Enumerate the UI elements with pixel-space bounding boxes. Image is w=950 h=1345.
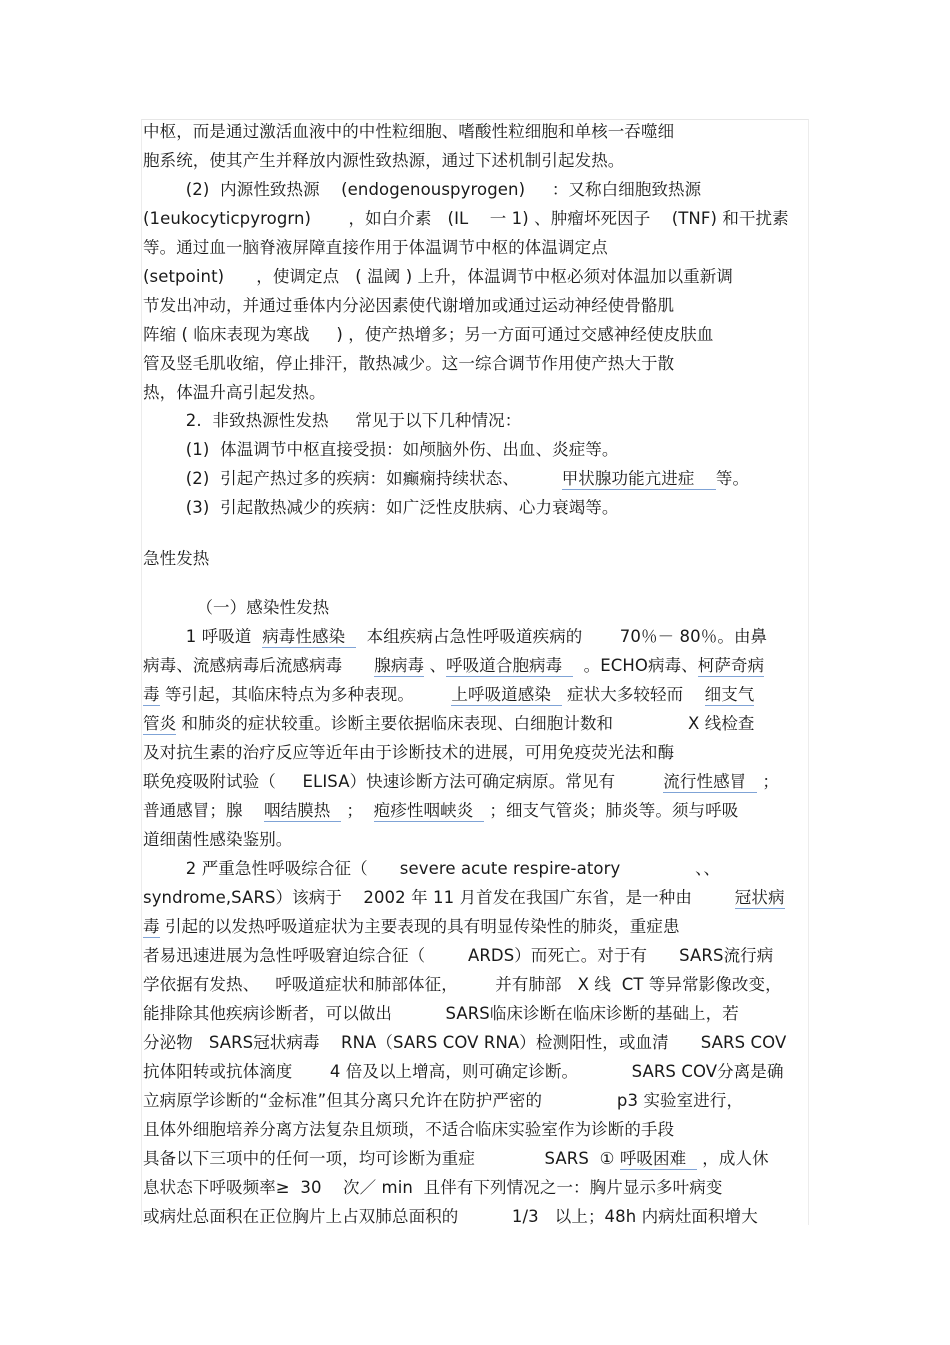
text-line: [143, 238, 608, 258]
text-line: [143, 498, 619, 518]
text-line: [143, 656, 764, 676]
text-span: 、: [424, 656, 447, 675]
text-line: [143, 1004, 739, 1024]
text-span: ；: [756, 772, 779, 791]
text-line: [143, 296, 674, 316]
text-span: (1eukocyticpyrogrn) ，如白介素 (IL 一 1) 、肿瘤坏死因子 (TNF) 和干扰素: [143, 209, 789, 228]
text-line: [143, 888, 785, 908]
text-span: 分泌物 SARS冠状病毒 RNA（SARS COV RNA）检测阳性，或血清 SARS COV: [143, 1033, 787, 1052]
text-line: [143, 209, 789, 229]
text-span: 引起的以发热呼吸道症状为主要表现的具有明显传染性的肺炎，重症患: [159, 917, 680, 936]
text-line: [143, 440, 619, 460]
text-span: 能排除其他疾病诊断者，可以做出 SARS临床诊断在临床诊断的基础上，若: [143, 1004, 739, 1023]
text-span: (1) 体温调节中枢直接受损：如颅脑外伤、出血、炎症等。: [143, 440, 619, 459]
text-line: [143, 1120, 674, 1140]
text-span: 普通感冒；腺: [143, 801, 264, 820]
text-span: 等引起，其临床特点为多种表现。: [159, 685, 452, 704]
text-span: 学依据有发热、 呼吸道症状和肺部体征， 并有肺部 X 线 CT 等异常影像改变，: [143, 975, 782, 994]
linked-term[interactable]: 柯萨奇病: [697, 656, 765, 675]
text-line: [143, 354, 674, 374]
text-span: 和肺炎的症状较重。诊断主要依据临床表现、白细胞计数和 X 线检查: [176, 714, 755, 733]
text-line: [143, 411, 521, 431]
text-line: [143, 772, 779, 792]
text-line: [143, 1149, 769, 1169]
text-line: [143, 975, 782, 995]
text-line: [143, 267, 733, 287]
linked-term[interactable]: 毒: [143, 917, 160, 936]
linked-term[interactable]: 流行性感冒: [663, 772, 757, 791]
text-span: 胞系统，使其产生并释放内源性致热源，通过下述机制引起发热。: [143, 151, 625, 170]
text-span: （一）感染性发热: [143, 598, 330, 617]
text-span: 及对抗生素的治疗反应等近年由于诊断技术的进展，可用免疫荧光法和酶: [143, 743, 675, 762]
text-span: 道细菌性感染鉴别。: [143, 830, 293, 849]
text-span: (2) 内源性致热源 (endogenouspyrogen) ：又称白细胞致热源: [143, 180, 702, 199]
text-span: 急性发热: [143, 549, 210, 568]
linked-term[interactable]: 冠状病: [734, 888, 785, 907]
linked-term[interactable]: 细支气: [704, 685, 755, 704]
text-line: [143, 1178, 722, 1198]
text-line: [143, 801, 738, 821]
text-line: [143, 1091, 743, 1111]
linked-term[interactable]: 上呼吸道感染: [451, 685, 562, 704]
text-line: [143, 180, 701, 200]
text-line: [143, 1033, 786, 1053]
text-line: [143, 917, 680, 937]
text-span: 具备以下三项中的任何一项，均可诊断为重症 SARS ①: [143, 1149, 620, 1168]
text-span: (setpoint) ，使调定点 ( 温阈 ) 上升，体温调节中枢必须对体温加以重新调: [143, 267, 733, 286]
linked-term[interactable]: 呼吸道合胞病毒: [446, 656, 573, 675]
text-line: [143, 859, 720, 879]
text-line: [143, 325, 713, 345]
text-line: [143, 685, 754, 705]
text-span: 症状大多较轻而: [561, 685, 705, 704]
linked-term[interactable]: 咽结膜热: [263, 801, 342, 820]
text-span: 立病原学诊断的“金标准”但其分离只允许在防护严密的 p3 实验室进行，: [143, 1091, 744, 1110]
text-line: [143, 469, 749, 489]
text-span: 中枢，而是通过激活血液中的中性粒细胞、嗜酸性粒细胞和单核一吞噬细: [143, 122, 675, 141]
text-span: 等。: [715, 469, 750, 488]
text-line: [143, 383, 326, 403]
text-line: [143, 1062, 784, 1082]
linked-term[interactable]: 甲状腺功能亢进症: [561, 469, 716, 488]
text-span: 等。通过血一脑脊液屏障直接作用于体温调节中枢的体温调定点: [143, 238, 608, 257]
linked-term[interactable]: 腺病毒: [374, 656, 425, 675]
linked-term[interactable]: 疱疹性咽峡炎: [373, 801, 485, 820]
text-line: [143, 714, 755, 734]
text-span: 。ECHO病毒、: [572, 656, 698, 675]
text-span: ，成人休: [696, 1149, 769, 1168]
text-span: 2. 非致热源性发热 常见于以下几种情况：: [143, 411, 522, 430]
text-line: [143, 946, 773, 966]
text-span: ；细支气管炎；肺炎等。须与呼吸: [484, 801, 739, 820]
text-line: [143, 743, 674, 763]
linked-term[interactable]: 呼吸困难: [619, 1149, 697, 1168]
text-span: 抗体阳转或抗体滴度 4 倍及以上增高，则可确定诊断。 SARS COV分离是确: [143, 1062, 784, 1081]
text-span: 联免疫吸附试验（ ELISA）快速诊断方法可确定病原。常见有: [143, 772, 664, 791]
text-line: [143, 122, 674, 142]
linked-term[interactable]: 毒: [143, 685, 160, 704]
text-span: 息状态下呼吸频率≥ 30 次／ min 且伴有下列情况之一：胸片显示多叶病变: [143, 1178, 723, 1197]
text-span: 管及竖毛肌收缩，停止排汗，散热减少。这一综合调节作用使产热大于散: [143, 354, 675, 373]
text-span: 阵缩 ( 临床表现为寒战 ) ，使产热增多；另一方面可通过交感神经使皮肤血: [143, 325, 714, 344]
text-span: 热，体温升高引起发热。: [143, 383, 326, 402]
text-span: 或病灶总面积在正位胸片上占双肺总面积的 1/3 以上；48h 内病灶面积增大: [143, 1207, 758, 1226]
text-line: [143, 549, 209, 569]
text-line: [143, 627, 767, 647]
text-span: 节发出冲动，并通过垂体内分泌因素使代谢增加或通过运动神经使骨骼肌: [143, 296, 675, 315]
text-line: [143, 598, 329, 618]
text-span: (2) 引起产热过多的疾病：如癫痫持续状态、: [143, 469, 562, 488]
text-span: ；: [341, 801, 374, 820]
text-span: syndrome,SARS）该病于 2002 年 11 月首发在我国广东省，是一种由: [143, 888, 735, 907]
text-span: 且体外细胞培养分离方法复杂且烦琐，不适合临床实验室作为诊断的手段: [143, 1120, 675, 1139]
text-line: [143, 151, 624, 171]
text-span: 2 严重急性呼吸综合征（ severe acute respire-atory 、、: [143, 859, 721, 878]
text-span: 者易迅速进展为急性呼吸窘迫综合征（ ARDS）而死亡。对于有 SARS流行病: [143, 946, 774, 965]
linked-term[interactable]: 病毒性感染: [262, 627, 356, 646]
text-line: [143, 830, 292, 850]
linked-term[interactable]: 管炎: [143, 714, 177, 733]
text-line: [143, 1207, 758, 1227]
text-span: 1 呼吸道: [143, 627, 263, 646]
text-span: (3) 引起散热减少的疾病：如广泛性皮肤病、心力衰竭等。: [143, 498, 619, 517]
text-span: 本组疾病占急性呼吸道疾病的 70％－ 80％。由鼻: [355, 627, 768, 646]
text-span: 病毒、流感病毒后流感病毒: [143, 656, 375, 675]
